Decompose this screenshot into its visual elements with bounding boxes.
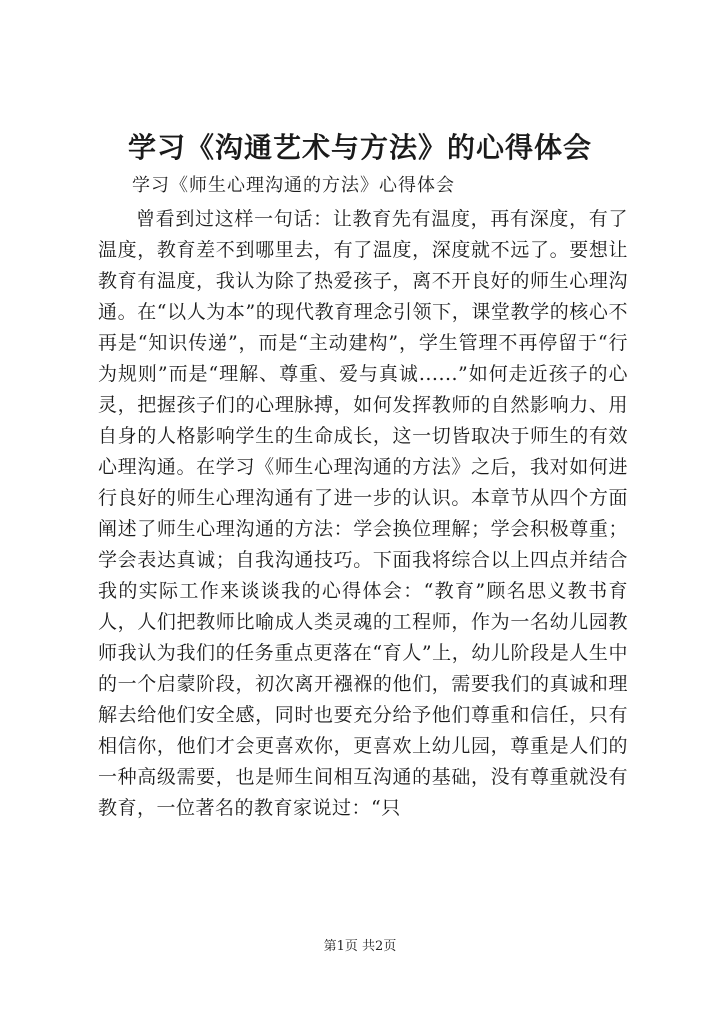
body-paragraph: 曾看到过这样一句话：让教育先有温度，再有深度，有了温度，教育差不到哪里去，有了温度，深度就不远了。要想让教育有温度，我认为除了热爱孩子，离不开良好的师生心理沟通。在“以人为本”的现代教育理念引领下，课堂教学的核心不再是“知识传递”，而是“主动建构”，学生管理不再停留于“行为规则”而是“理解、尊重、爱与真诚......”如何走近孩子的心灵，把握孩子们的心理脉搏，如何发挥教师的自然影响力、用自身的人格影响学生的生命成长，这一切皆取决于师生的有效心理沟通。在学习《师生心理沟通的方法》之后，我对如何进行良好的师生心理沟通有了进一步的认识。本章节从四个方面阐述了师生心理沟通的方法：学会换位理解；学会积极尊重；学会表达真诚；自我沟通技巧。下面我将综合以上四点并结合我的实际工作来谈谈我的心得体会：“教育”顾名思义教书育人，人们把教师比喻成人类灵魂的工程师，作为一名幼儿园教师我认为我们的任务重点更落在“育人”上，幼儿阶段是人生中的一个启蒙阶段，初次离开襁褓的他们，需要我们的真诚和理解去给他们安全感，同时也要充分给予他们尊重和信任，只有相信你，他们才会更喜欢你，更喜欢上幼儿园，尊重是人们的一种高级需要，也是师生间相互沟通的基础，没有尊重就没有教育，一位著名的教育家说过：“只 bbox=[98, 208, 628, 819]
document-subtitle: 学习《师生心理沟通的方法》心得体会 bbox=[132, 175, 455, 196]
page-footer: 第1页 共2页 bbox=[323, 939, 397, 954]
document-title: 学习《沟通艺术与方法》的心得体会 bbox=[127, 131, 592, 164]
